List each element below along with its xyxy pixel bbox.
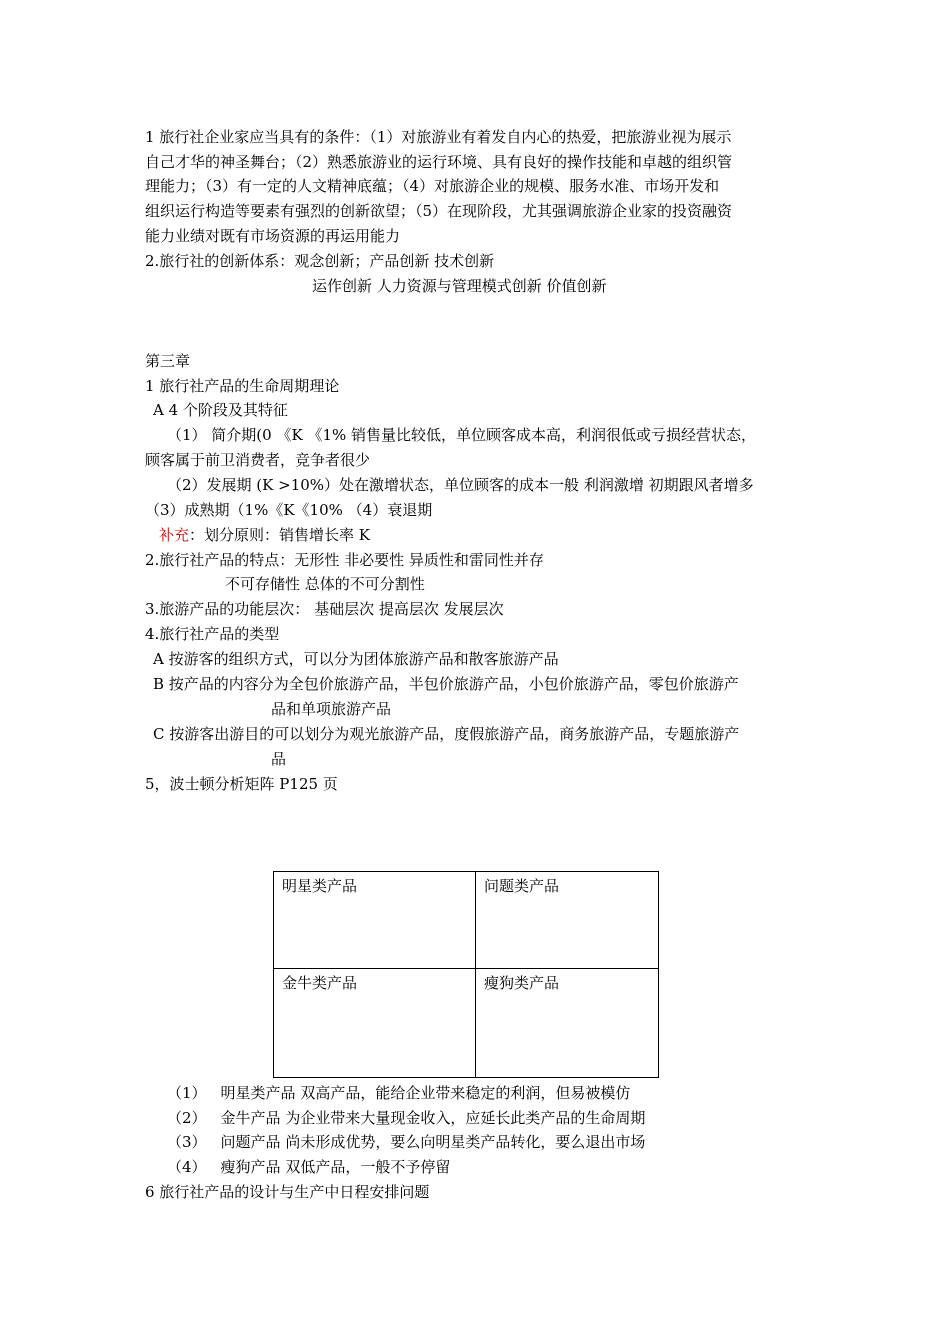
supplement-text: ：划分原则：销售增长率 K bbox=[189, 526, 370, 544]
note-number: （1） bbox=[167, 1084, 207, 1102]
item-title: 2.旅行社产品的特点：无形性 非必要性 异质性和雷同性并存 bbox=[145, 551, 544, 569]
matrix-note bbox=[167, 1081, 630, 1105]
item-title: 3.旅游产品的功能层次： 基础层次 提高层次 发展层次 bbox=[145, 600, 504, 618]
stage-line: （1） 简介期(0 《K 《1% 销售量比较低，单位顾客成本高，利润很低或亏损经营状态， bbox=[167, 426, 757, 444]
matrix-note bbox=[167, 1106, 645, 1130]
matrix-cell-dog: 瘦狗类产品 bbox=[484, 974, 560, 992]
stage-line: （2）发展期 (K >10%）处在激增状态，单位顾客的成本一般 利润激增 初期跟风者增多 bbox=[167, 476, 754, 494]
item-title: 1 旅行社产品的生命周期理论 bbox=[145, 377, 340, 395]
note-text: 瘦狗产品 双低产品，一般不予停留 bbox=[220, 1158, 451, 1176]
note-text: 问题产品 尚未形成优势，要么向明星类产品转化，要么退出市场 bbox=[220, 1133, 646, 1151]
item-continuation: 不可存储性 总体的不可分割性 bbox=[225, 575, 425, 593]
note-number: （2） bbox=[167, 1109, 207, 1127]
paragraph-line: 自己才华的神圣舞台；（2）熟悉旅游业的运行环境、具有良好的操作技能和卓越的组织管 bbox=[145, 153, 733, 171]
matrix-note bbox=[167, 1130, 645, 1154]
sub-item-continuation: 品和单项旅游产品 bbox=[271, 700, 392, 718]
sub-item: C 按游客出游目的可以划分为观光旅游产品，度假旅游产品，商务旅游产品，专题旅游产 bbox=[153, 725, 740, 743]
matrix-cell-question: 问题类产品 bbox=[484, 877, 560, 895]
note-text: 金牛产品 为企业带来大量现金收入，应延长此类产品的生命周期 bbox=[220, 1109, 646, 1127]
paragraph-line: 2.旅行社的创新体系：观念创新；产品创新 技术创新 bbox=[145, 252, 495, 270]
supplement-label: 补充 bbox=[159, 526, 190, 544]
stage-line: 顾客属于前卫消费者，竞争者很少 bbox=[145, 451, 371, 469]
item-title: 5，波士顿分析矩阵 P125 页 bbox=[145, 775, 338, 793]
note-number: （3） bbox=[167, 1133, 207, 1151]
matrix-note bbox=[167, 1155, 450, 1179]
note-number: （4） bbox=[167, 1158, 207, 1176]
item-title: 6 旅行社产品的设计与生产中日程安排问题 bbox=[145, 1183, 430, 1201]
matrix-cell-star: 明星类产品 bbox=[282, 877, 358, 895]
supplement-line bbox=[159, 523, 370, 547]
stage-line: （3）成熟期（1%《K《10% （4）衰退期 bbox=[145, 501, 433, 519]
bcg-matrix-table bbox=[273, 871, 659, 1078]
paragraph-line: 组织运行构造等要素有强烈的创新欲望；（5）在现阶段，尤其强调旅游企业家的投资融资 bbox=[145, 202, 733, 220]
paragraph-line: 理能力；（3）有一定的人文精神底蕴；（4）对旅游企业的规模、服务水准、市场开发和 bbox=[145, 177, 720, 195]
sub-item: A 按游客的组织方式，可以分为团体旅游产品和散客旅游产品 bbox=[153, 650, 559, 668]
note-text: 明星类产品 双高产品，能给企业带来稳定的利润，但易被模仿 bbox=[220, 1084, 631, 1102]
paragraph-line: 运作创新 人力资源与管理模式创新 价值创新 bbox=[312, 277, 607, 295]
sub-item: B 按产品的内容分为全包价旅游产品，半包价旅游产品，小包价旅游产品，零包价旅游产 bbox=[153, 675, 739, 693]
sub-item: A 4 个阶段及其特征 bbox=[153, 401, 288, 419]
item-title: 4.旅行社产品的类型 bbox=[145, 625, 280, 643]
sub-item-continuation: 品 bbox=[271, 750, 287, 768]
chapter-heading: 第三章 bbox=[145, 352, 191, 370]
paragraph-line: 能力业绩对既有市场资源的再运用能力 bbox=[145, 227, 401, 245]
matrix-cell-cashcow: 金牛类产品 bbox=[282, 974, 358, 992]
paragraph-line: 1 旅行社企业家应当具有的条件：（1）对旅游业有着发自内心的热爱，把旅游业视为展示 bbox=[145, 128, 732, 146]
